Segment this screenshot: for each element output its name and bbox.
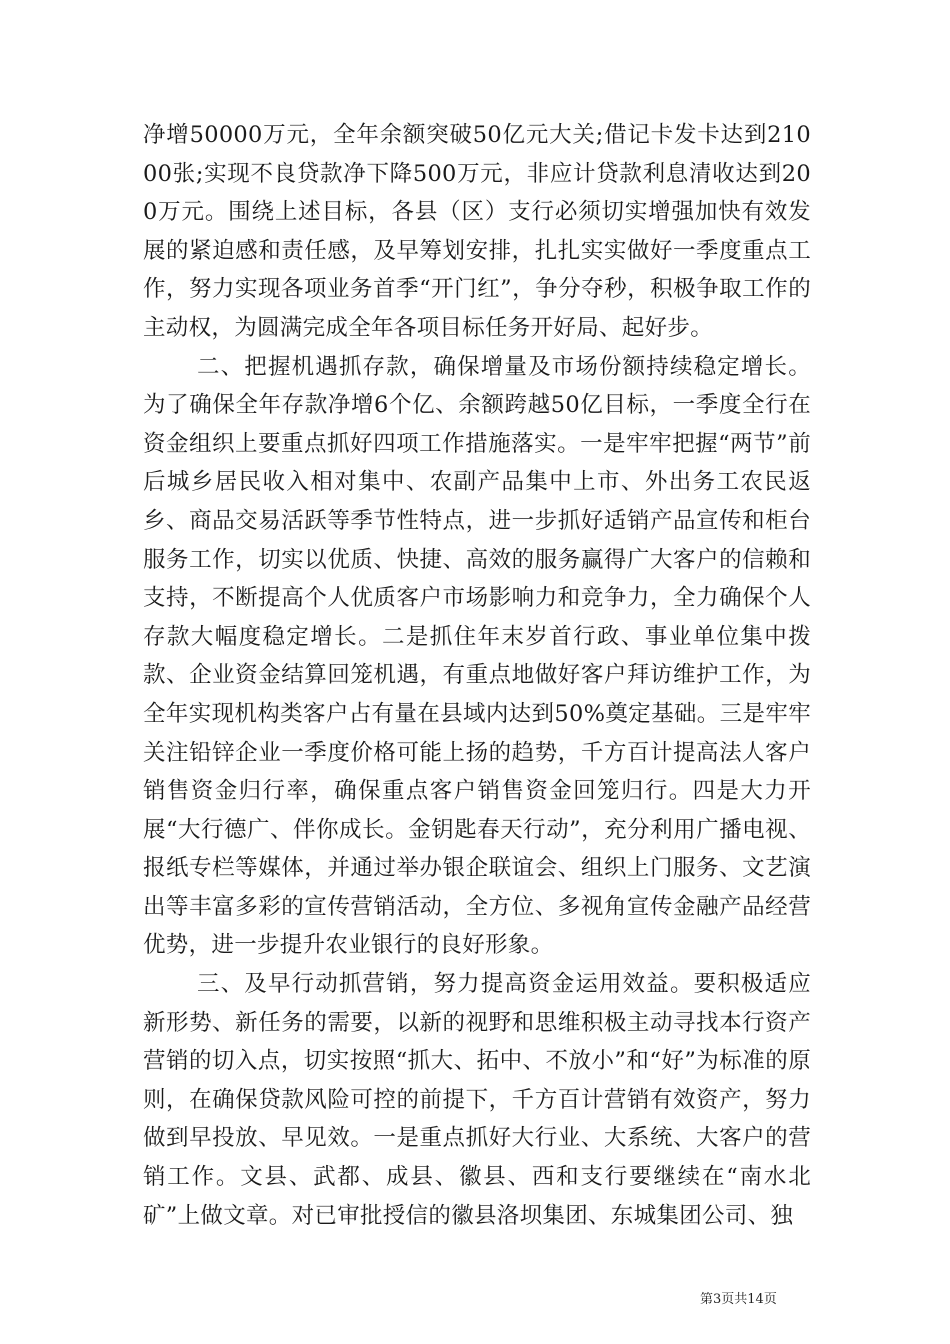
paragraph-continuation: 净增50000万元，全年余额突破50亿元大关;借记卡发卡达到21000张;实现不良贷款净下降500万元，非应计贷款利息清收达到200万元。围绕上述目标，各县（区）支行必须切实增强加快有效发展的紧迫感和责任感，及早筹划安排，扎扎实实做好一季度重点工作，努力实现各项业务首季“开门红”，争分夺秒，积极争取工作的主动权，为圆满完成全年各项目标任务开好局、起好步。 (143, 122, 811, 341)
paragraph-section-three: 三、及早行动抓营销，努力提高资金运用效益。要积极适应新形势、新任务的需要，以新的视野和思维积极主动寻找本行资产营销的切入点，切实按照“抓大、拓中、不放小”和“好”为标准的原则，在确保贷款风险可控的前提下，千方百计营销有效资产，努力做到早投放、早见效。一是重点抓好大行业、大系统、大客户的营销工作。文县、武都、成县、徽县、西和支行要继续在“南水北矿”上做文章。对已审批授信的徽县洛坝集团、东城集团公司、独 (143, 971, 811, 1229)
page-number-footer: 第3页共14页 (700, 1292, 777, 1307)
paragraph-section-two: 二、把握机遇抓存款，确保增量及市场份额持续稳定增长。为了确保全年存款净增6个亿、余额跨越50亿目标，一季度全行在资金组织上要重点抓好四项工作措施落实。一是牢牢把握“两节”前后城乡居民收入相对集中、农副产品集中上市、外出务工农民返乡、商品交易活跃等季节性特点，进一步抓好适销产品宣传和柜台服务工作，切实以优质、快捷、高效的服务赢得广大客户的信赖和支持，不断提高个人优质客户市场影响力和竞争力，全力确保个人存款大幅度稳定增长。二是抓住年末岁首行政、事业单位集中拨款、企业资金结算回笼机遇，有重点地做好客户拜访维护工作，为全年实现机构类客户占有量在县域内达到50%奠定基础。三是牢牢关注铅锌企业一季度价格可能上扬的趋势，千方百计提高法人客户销售资金归行率，确保重点客户销售资金回笼归行。四是大力开展“大行德广、伴你成长。金钥匙春天行动”，充分利用广播电视、报纸专栏等媒体，并通过举办银企联谊会、组织上门服务、文艺演出等丰富多彩的宣传营销活动，全方位、多视角宣传金融产品经营优势，进一步提升农业银行的良好形象。 (143, 353, 811, 959)
document-body (143, 116, 811, 1235)
